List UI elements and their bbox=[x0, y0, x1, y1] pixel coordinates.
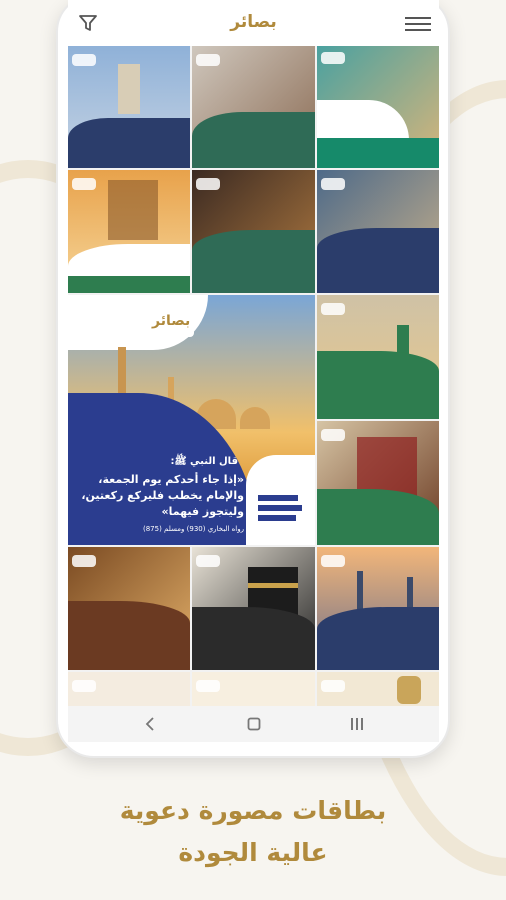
card-tile[interactable] bbox=[317, 421, 439, 545]
quote-source: رواه البخاري (930) ومسلم (875) bbox=[142, 525, 244, 533]
quote-header: قال النبي ﷺ: bbox=[170, 456, 238, 467]
card-tile[interactable] bbox=[317, 672, 439, 706]
card-logo bbox=[72, 555, 96, 567]
card-tile[interactable] bbox=[68, 170, 190, 293]
card-tile[interactable] bbox=[192, 547, 315, 670]
card-logo bbox=[72, 680, 96, 692]
card-tile[interactable] bbox=[68, 672, 190, 706]
card-tile[interactable] bbox=[192, 46, 315, 168]
app-screen bbox=[68, 0, 439, 742]
card-logo bbox=[72, 54, 96, 66]
card-tile[interactable] bbox=[317, 46, 439, 168]
quote-line-3: وليتجوز فيهما» bbox=[161, 505, 244, 518]
featured-card[interactable] bbox=[68, 295, 315, 545]
recents-icon[interactable] bbox=[350, 717, 364, 731]
card-tile[interactable] bbox=[68, 547, 190, 670]
card-logo bbox=[321, 52, 345, 64]
quote-line-2: والإمام يخطب فليركع ركعتين، bbox=[81, 489, 244, 502]
system-nav-bar bbox=[68, 706, 439, 742]
cards-grid bbox=[68, 46, 439, 706]
top-bar bbox=[68, 0, 439, 46]
card-logo bbox=[321, 429, 345, 441]
card-logo bbox=[196, 680, 220, 692]
card-logo bbox=[321, 303, 345, 315]
card-logo bbox=[196, 178, 220, 190]
app-title: بصائر bbox=[230, 12, 277, 32]
quote-line-1: «إذا جاء أحدكم يوم الجمعة، bbox=[98, 473, 244, 486]
card-tile[interactable] bbox=[317, 170, 439, 293]
promo-caption-line-1: بطاقات مصورة دعوية bbox=[119, 796, 387, 825]
menu-icon[interactable] bbox=[405, 16, 431, 32]
card-logo bbox=[321, 555, 345, 567]
card-logo bbox=[72, 178, 96, 190]
promo-caption-line-2: عالية الجودة bbox=[178, 838, 328, 867]
card-tile[interactable] bbox=[68, 46, 190, 168]
featured-logo-text: بصائر bbox=[152, 313, 191, 329]
card-tile[interactable] bbox=[192, 672, 315, 706]
contact-icons bbox=[258, 493, 308, 525]
card-logo bbox=[196, 555, 220, 567]
card-logo bbox=[321, 680, 345, 692]
home-icon[interactable] bbox=[247, 717, 261, 731]
card-tile[interactable] bbox=[317, 295, 439, 419]
card-logo bbox=[196, 54, 220, 66]
card-tile[interactable] bbox=[192, 170, 315, 293]
back-icon[interactable] bbox=[144, 717, 156, 731]
card-tile[interactable] bbox=[317, 547, 439, 670]
card-logo bbox=[321, 178, 345, 190]
